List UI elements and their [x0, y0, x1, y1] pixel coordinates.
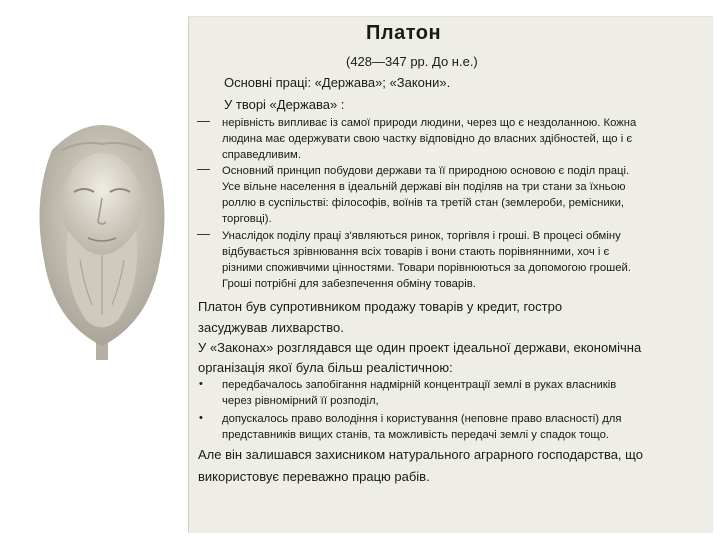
state-point-1: нерівність випливає із самої природи людини, через що є нездоланною. Кожна людина має одержувати свою частку відповідно до власних здібностей, що і є справедливим. — [222, 117, 637, 161]
bullet-marker: • — [199, 412, 203, 424]
state-point-2: Основний принцип побудови держави та її природною основою є поділ праці. Усе вільне населення в ідеальній державі він поділяв на три стани за їхньою роллю в суспільстві: філософів, воїнів та третій стан (землероби, ремісники, торговці). — [222, 165, 630, 225]
dash-marker: — — [197, 161, 210, 176]
laws-paragraph: У «Законах» розглядався ще один проект ідеальної держави, економічна організація якої була більш реалістичною: — [198, 340, 642, 375]
dash-marker: — — [197, 113, 210, 128]
laws-point-1: передбачалось запобігання надмірній концентрації землі в руках власників через рівномірний її розподіл, — [222, 379, 617, 407]
laws-point-2: допускалось право володіння і користування (неповне право власності) для представників вищих станів, та можливість передачі землі у спадок тощо. — [222, 413, 622, 441]
state-point-3: Унаслідок поділу праці з'являються ринок, торгівля і гроші. В процесі обміну відбувається зрівнювання всіх товарів і вони стають порівнянними, хоч і є різними споживчими цінностями. Товари порівнюються за допомогою грошей. Гроші потрібні для забезпечення обміну товарів. — [222, 230, 631, 290]
page-title: Платон — [366, 22, 442, 44]
bullet-marker: • — [199, 378, 203, 390]
dates-text: (428—347 рр. До н.е.) — [346, 54, 478, 69]
works-text: Основні праці: «Держава»; «Закони». — [224, 75, 451, 90]
plato-bust-image — [22, 110, 182, 360]
state-intro-text: У творі «Держава» : — [224, 97, 345, 112]
closing-paragraph: Але він залишався захисником натурального аграрного господарства, що використовує переважно працю рабів. — [198, 447, 643, 484]
dash-marker: — — [197, 226, 210, 241]
opponent-paragraph: Платон був супротивником продажу товарів у кредит, гостро засуджував лихварство. — [198, 299, 563, 335]
